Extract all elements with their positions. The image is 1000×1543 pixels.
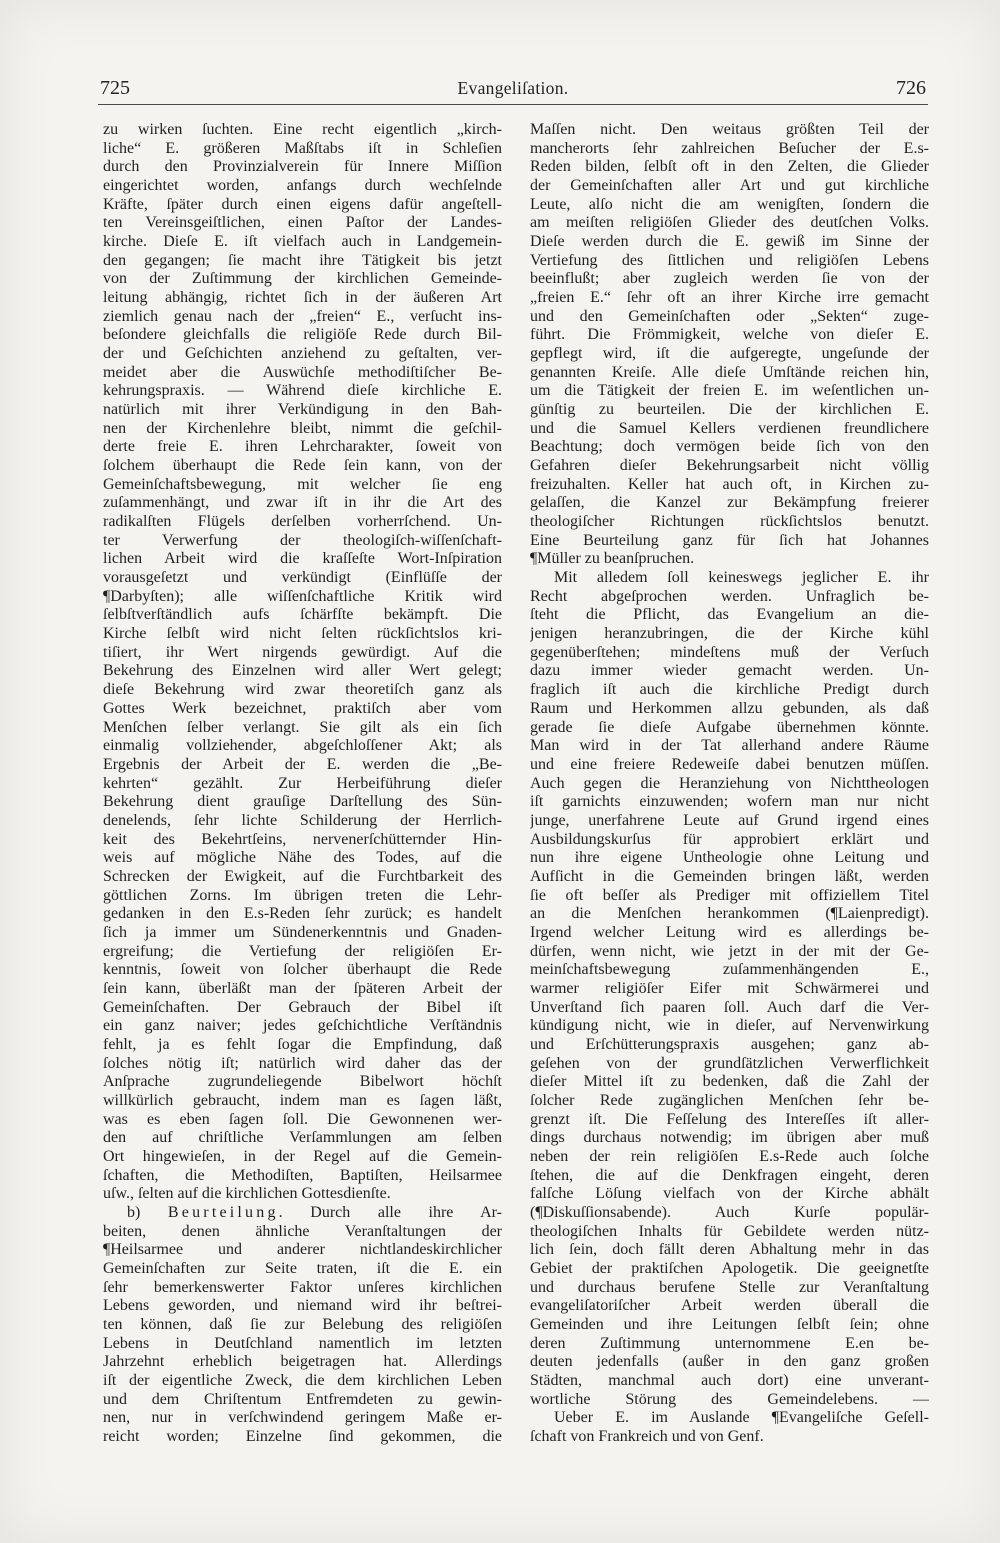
text-line: Gemeinſchaftsbewegung, mit welcher ſie eng [103, 475, 502, 493]
text-line: geſehen von der grundſätzlichen Verwerflichkeit [530, 1054, 929, 1072]
text-line: Kirche ſelbſt wird nicht ſelten rückſichtslos kri- [103, 625, 502, 643]
text-line: kündigung nicht, wie in dieſer, auf Nervenwirkung [530, 1017, 929, 1035]
text-line: den auf chriſtliche Verſammlungen am ſelben [103, 1129, 502, 1147]
text-line: ſehr bemerkenswerter Faktor unſeres kirchlichen [103, 1278, 502, 1296]
text-line: meidet aber die Auswüchſe methodiſtiſcher Be- [103, 363, 502, 381]
text-line: gepflegt wird, iſt die aufgeregte, ungeſunde der [530, 345, 929, 363]
text-line: jenigen heranzubringen, die der Kirche kühl [530, 625, 929, 643]
text-line: (¶Diskuſſionsabende). Auch Kurſe populär- [530, 1203, 929, 1221]
text-line: Reden bilden, ſelbſt oft in den Zelten, die Glieder [530, 158, 929, 176]
text-line: Ausbildungskurſus für approbiert erklärt und [530, 830, 929, 848]
text-line: freizuhalten. Keller hat auch oft, in Kirchen zu- [530, 475, 929, 493]
text-line: warmer religiöſer Eifer mit Schwärmerei und [530, 979, 929, 997]
text-line: und den Gemeinſchaften oder „Sekten“ zuge- [530, 307, 929, 325]
text-line: nen der Kirchenlehre bleibt, nimmt die geſchil- [103, 419, 502, 437]
text-line: ſolchem überhaupt die Rede ſein kann, von der [103, 457, 502, 475]
text-line: genannten Kreiſe. Alle dieſe Umſtände reichen hin, [530, 363, 929, 381]
text-line: einmalig vollziehender, abgeſchloſſener Akt; als [103, 737, 502, 755]
text-line: ein ganz naiver; jedes geſchichtliche Verſtändnis [103, 1017, 502, 1035]
text-line: und Erſchütterungspraxis ausgehen; ganz ab- [530, 1035, 929, 1053]
text-line: dürfen, wenn nicht, wie jetzt in der mit der Ge- [530, 942, 929, 960]
text-line: gelaſſen, die Kanzel zur Bekämpfung freierer [530, 494, 929, 512]
text-line: göttlichen Zorns. Im übrigen treten die Lehr- [103, 886, 502, 904]
text-line: führt. Die Frömmigkeit, welche von dieſer E. [530, 326, 929, 344]
text-line: und eine freiere Redeweiſe dabei benutzen müſſen. [530, 755, 929, 773]
text-line: ſteht die Pflicht, das Evangelium an die- [530, 606, 929, 624]
text-line: Gebiet der praktiſchen Apologetik. Die geeignetſte [530, 1259, 929, 1277]
text-line: dazu immer wieder gemacht werden. Un- [530, 662, 929, 680]
text-line: und dem Chriſtentum Entfremdeten zu gewin- [103, 1390, 502, 1408]
text-line: nen, nur in verſchwindend geringem Maße er- [103, 1409, 502, 1427]
text-line: Dieſe werden durch die E. gewiß im Sinne der [530, 233, 929, 251]
text-line: ¶Darbyſten); alle wiſſenſchaftliche Kritik wird [103, 587, 502, 605]
text-line: deuten jedenfalls (außer in den ganz großen [530, 1353, 929, 1371]
text-line: durch den Provinzialverein für Innere Miſſion [103, 158, 502, 176]
text-line: Eine Beurteilung ganz für ſich hat Johannes [530, 531, 929, 549]
text-line: eingerichtet worden, anfangs durch wechſelnde [103, 177, 502, 195]
text-line: ten Vereinsgeiſtlichen, einen Paſtor der Landes- [103, 214, 502, 232]
text-line: Ort hingewieſen, in der Regel auf die Gemein- [103, 1147, 502, 1165]
text-line: zu wirken ſuchten. Eine recht eigentlich „kirch- [103, 121, 502, 138]
text-line: leitung abhängig, richtet ſich in der äußeren Art [103, 289, 502, 307]
text-line: ergreifung; die Vertiefung der religiöſen Er- [103, 942, 502, 960]
text-line: ſelbſtverſtändlich aufs ſchärfſte bekämpft. Die [103, 606, 502, 624]
text-line: ſolches nötig iſt; natürlich wird daher das der [103, 1054, 502, 1072]
running-head [98, 76, 928, 100]
text-line: am meiſten religiöſen Glieder des deutſchen Volks. [530, 214, 929, 232]
text-line: kirche. Dieſe E. iſt vielfach auch in Landgemein- [103, 233, 502, 251]
text-line: von der Zuſtimmung der kirchlichen Gemeinde- [103, 270, 502, 288]
text-line: Raum und Herkommen allzu gebunden, als daß [530, 699, 929, 717]
text-line: Maſſen nicht. Den weitaus größten Teil der [530, 121, 929, 138]
text-line: dieſer Mittel iſt zu bedenken, daß die Zahl der [530, 1073, 929, 1091]
text-line: ſie oft beſſer als Prediger mit offiziellem Titel [530, 886, 929, 904]
text-line: denelends, ſehr lichte Schilderung der Herrlich- [103, 811, 502, 829]
text-line: iſt garnichts einzuwenden; wofern man nur nicht [530, 793, 929, 811]
text-line: Gottes Werk bezeichnet, praktiſch aber vom [103, 699, 502, 717]
text-line: willkürlich gebraucht, indem man es ſagen läßt, [103, 1091, 502, 1109]
right-column [530, 121, 929, 1447]
text-line: ter Verwerfung der theologiſch-wiſſenſchaft- [103, 531, 502, 549]
text-line: Irgend welcher Leitung wird es allerdings be- [530, 923, 929, 941]
text-line: natürlich mit ihrer Verkündigung in den Bah- [103, 401, 502, 419]
text-line: vorausgeſetzt und verkündigt (Einflüſſe der [103, 569, 502, 587]
text-line: wortliche Störung des Gemeindelebens. — [530, 1390, 929, 1408]
text-line: dieſe Bekehrung wird zwar theoretiſch ganz als [103, 681, 502, 699]
text-line: uſw., ſelten auf die kirchlichen Gottesdienſte. [103, 1185, 391, 1203]
text-line: Beachtung; doch vermögen beide ſich von den [530, 438, 929, 456]
text-line: liche“ E. größeren Maßſtabs iſt in Schleſien [103, 139, 502, 157]
text-line: weis auf mögliche Nähe des Todes, auf die [103, 849, 502, 867]
text-line: falſche Löſung vielfach von der Kirche abhält [530, 1185, 929, 1203]
text-line: günſtig zu beurteilen. Die der kirchlichen E. [530, 401, 929, 419]
text-line: derte freie E. ihren Lehrcharakter, ſoweit von [103, 438, 502, 456]
text-line: radikalſten Flügels derſelben vorherrſchend. Un- [103, 513, 502, 531]
text-line: ten können, daß ſie zur Belebung des religiöſen [103, 1316, 502, 1333]
text-line: kehrten“ gezählt. Zur Herbeiführung dieſer [103, 774, 502, 792]
text-line: ſchaft von Frankreich und von Genf. [530, 1428, 764, 1446]
page-number-left: 725 [100, 77, 130, 99]
text-run: . Durch alle ihre Ar- [278, 1203, 502, 1221]
text-line: gedanken in den E.s-Reden ſehr zurück; es handelt [103, 905, 502, 923]
text-line: gerade ſie dieſe Aufgabe übernehmen könnte. [530, 718, 929, 736]
text-line [103, 1204, 502, 1223]
text-line: Anſprache zugrundeliegende Bibelwort höchſt [103, 1073, 502, 1091]
text-line: gegenüberſtehen; mindeſtens muß der Verſuch [530, 643, 929, 661]
text-line: kehrungspraxis. — Während dieſe kirchliche E. [103, 382, 502, 400]
text-line: ſein kann, überläßt man der ſpäteren Arbeit der [103, 979, 502, 997]
text-line: beſondere gleichfalls die religiöſe Rede durch Bil- [103, 326, 502, 344]
text-line: theologiſchen Inhalts für Gebildete werden nütz- [530, 1222, 929, 1240]
text-line: grenzt iſt. Die Feſſelung des Intereſſes iſt aller- [530, 1110, 929, 1128]
text-line: tiſiert, ihr Wert nirgends gewürdigt. Auf die [103, 643, 502, 661]
text-line: Man wird in der Tat allerhand andere Räume [530, 737, 929, 755]
text-line: Vertiefung des ſittlichen und religiöſen Lebens [530, 251, 929, 269]
text-line: Bekehrung des Einzelnen wird aller Wert gelegt; [103, 662, 502, 680]
paragraph [530, 1409, 929, 1446]
paragraph [530, 569, 929, 1409]
page-number-right: 726 [896, 77, 926, 99]
paragraph [530, 121, 929, 569]
text-line: kenntnis, ſoweit von ſolcher überhaupt die Rede [103, 961, 502, 979]
paragraph [103, 1204, 502, 1447]
text-line: ſich ja immer um Sündenerkenntnis und Gnaden- [103, 923, 502, 941]
text-line: ſolcher Rede zugänglichen Menſchen ſehr be- [530, 1091, 929, 1109]
text-line: Gefahren dieſer Bekehrungsarbeit nicht völlig [530, 457, 929, 475]
text-line: Leute, alſo nicht die am wenigſten, ſondern die [530, 195, 929, 213]
header-rule [98, 104, 928, 105]
text-line: Gemeinſchaften zur Seite traten, iſt die E. ein [103, 1259, 502, 1277]
text-line: Unverſtand ſich paaren ſoll. Auch darf die Ver- [530, 998, 929, 1016]
text-line: fraglich iſt auch die kirchliche Predigt durch [530, 681, 929, 699]
text-line: ¶Müller zu beanſpruchen. [530, 550, 695, 568]
text-line: was es eben ſagen ſoll. Die Gewonnenen wer- [103, 1110, 502, 1128]
text-line: ſchaften, die Methodiſten, Baptiſten, Heilsarmee [103, 1166, 502, 1184]
text-line: keit des Bekehrtſeins, nervenerſchütternder Hin- [103, 830, 502, 848]
text-run: b) [127, 1203, 168, 1221]
left-column [103, 121, 502, 1447]
text-line: und die Samuel Kellers verdienen freundlichere [530, 419, 929, 437]
text-line: fehlt, ja es fehlt ſogar die Empfindung, daß [103, 1035, 502, 1053]
paragraph [103, 121, 502, 1204]
text-line: Jahrzehnt erheblich beigetragen hat. Allerdings [103, 1353, 502, 1371]
text-line: an die Menſchen herankommen (¶Laienpredigt). [530, 905, 929, 923]
text-line: Städten, manchmal auch dort) eine unverant- [530, 1372, 929, 1390]
text-line: ¶Heilsarmee und anderer nichtlandeskirchlicher [103, 1241, 502, 1259]
text-line: Gemeinden und ihre Leitungen ſelbſt ſein; ohne [530, 1316, 929, 1333]
text-line: den gegangen; ſie macht ihre Tätigkeit bis jetzt [103, 251, 502, 269]
text-line: der und Geſchichten anziehend zu geſtalten, ver- [103, 345, 502, 363]
text-line: nun ihre eigene Untheologie ohne Leitung und [530, 849, 929, 867]
text-line: reicht worden; Einzelne ſind gekommen, die [103, 1428, 502, 1446]
text-line: ſtehen, die auf die Denkfragen eingeht, deren [530, 1166, 929, 1184]
text-line: deren Zuſtimmung unternommene E.en be- [530, 1334, 929, 1352]
text-line: zuſammenhängt, und zwar iſt in ihr die Art des [103, 494, 502, 512]
text-line: Recht abgeſprochen werden. Unfraglich be- [530, 587, 929, 605]
text-line: neben der rein religiöſen E.s-Rede auch ſolche [530, 1147, 929, 1165]
text-line: Bekehrung dient grauſige Darſtellung des Sün- [103, 793, 502, 811]
text-line: um die Tätigkeit der freien E. im weſentlichen un- [530, 382, 929, 400]
text-line: Aufſicht in die Gemeinden bringen läßt, werden [530, 867, 929, 885]
text-line: beiten, denen ähnliche Veranſtaltungen der [103, 1222, 502, 1240]
text-line: theologiſcher Richtungen rückſichtslos benutzt. [530, 513, 929, 531]
text-line: Ueber E. im Auslande ¶Evangeliſche Geſell- [554, 1409, 929, 1427]
text-line: Ergebnis der Arbeit der E. werden die „Be- [103, 755, 502, 773]
text-line: „freien E.“ ſehr oft an ihrer Kirche irre gemacht [530, 289, 929, 307]
text-line: iſt der eigentliche Zweck, die dem kirchlichen Leben [103, 1372, 502, 1390]
text-line: Lebens geworden, und niemand wird ihr beſtrei- [103, 1297, 502, 1315]
text-line: Lebens in Deutſchland namentlich im letzten [103, 1334, 502, 1352]
page-title: Evangeliſation. [457, 78, 569, 98]
text-line: Gemeinſchaften. Der Gebrauch der Bibel iſt [103, 998, 502, 1016]
text-line: lich ſein, doch fällt deren Abhaltung mehr in das [530, 1241, 929, 1259]
text-line: dings durchaus notwendig; im übrigen aber muß [530, 1129, 929, 1147]
section-heading-spaced: Beurteilung [167, 1203, 279, 1221]
text-line: Auch gegen die Heranziehung von Nichttheologen [530, 774, 929, 792]
text-line: mancherorts ſehr zahlreichen Beſucher der E.s- [530, 139, 929, 157]
text-line: Schrecken der Ewigkeit, auf die Furchtbarkeit des [103, 867, 502, 885]
text-line: Kräfte, ſpäter durch einen eigens dafür angeſtell- [103, 195, 502, 213]
text-line: ziemlich genau nach der „freien“ E., verſucht ins- [103, 307, 502, 325]
text-line: beeinflußt; aber zugleich werden ſie von der [530, 270, 929, 288]
text-line: der Gemeinſchaften aller Art und gut kirchliche [530, 177, 929, 195]
text-line: lichen Arbeit wird die kraſſeſte Wort-Inſpiration [103, 550, 502, 568]
text-line: meinſchaftsbewegung zuſammenhängenden E., [530, 961, 929, 979]
text-line: evangeliſatoriſcher Arbeit werden überall die [530, 1297, 929, 1315]
text-line: Menſchen ſelber verlangt. Sie gilt als ein ſich [103, 718, 502, 736]
text-line: junge, unerfahrene Leute auf Grund irgend eines [530, 811, 929, 829]
text-line: Mit alledem ſoll keineswegs jeglicher E. ihr [554, 569, 929, 587]
text-line: und durchaus berufene Stelle zur Veranſtaltung [530, 1278, 929, 1296]
